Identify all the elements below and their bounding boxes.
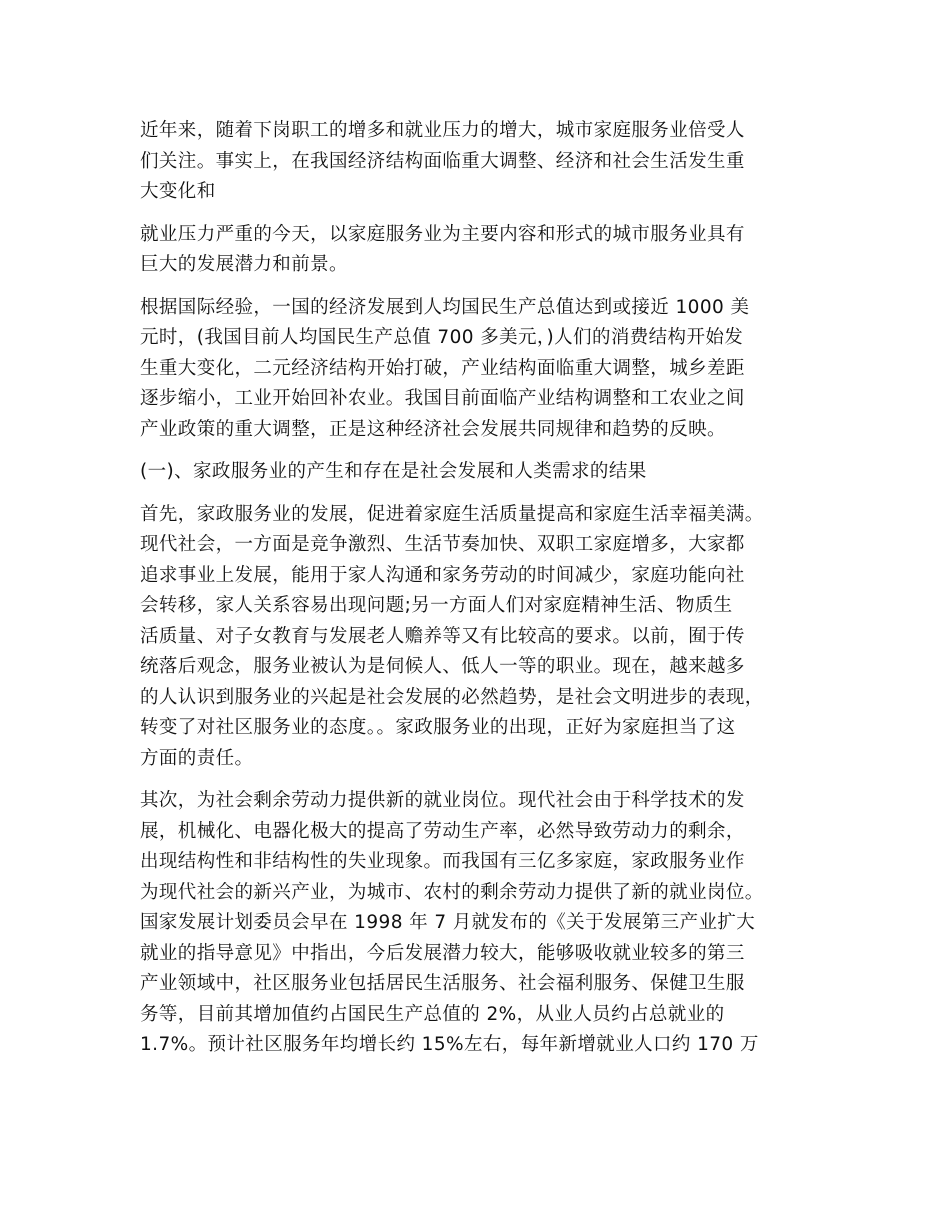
heading-line: (一)、家政服务业的产生和存在是社会发展和人类需求的结果 <box>140 461 647 482</box>
text-line: 大变化和 <box>140 181 216 202</box>
text-line: 就业压力严重的今天，以家庭服务业为主要内容和形式的城市服务业具有 <box>140 223 745 245</box>
text-line: 生重大变化，二元经济结构开始打破，产业结构面临重大调整，城乡差距 <box>140 357 745 379</box>
text-line: 逐步缩小，工业开始回补农业。我国目前面临产业结构调整和工农业之间 <box>140 388 745 409</box>
text-line: 的人认识到服务业的兴起是社会发展的必然趋势，是社会文明进步的表现， <box>140 686 764 708</box>
text-line: 现代社会，一方面是竞争激烈、生活节奏加快、双职工家庭增多，大家都 <box>140 534 745 555</box>
text-line: 就业的指导意见》中指出，今后发展潜力较大，能够吸收就业较多的第三 <box>140 942 745 964</box>
text-line: 近年来，随着下岗职工的增多和就业压力的增大，城市家庭服务业倍受人 <box>140 120 745 141</box>
text-line: 们关注。事实上，在我国经济结构面临重大调整、经济和社会生活发生重 <box>140 150 745 172</box>
text-line: 出现结构性和非结构性的失业现象。而我国有三亿多家庭，家政服务业作 <box>140 851 745 872</box>
text-line: 首先，家政服务业的发展，促进着家庭生活质量提高和家庭生活幸福美满。 <box>140 503 764 525</box>
text-line: 巨大的发展潜力和前景。 <box>140 254 348 275</box>
paragraph-prospect <box>140 220 830 281</box>
paragraph-second-point <box>140 786 830 1061</box>
text-line: 根据国际经验，一国的经济发展到人均国民生产总值达到或接近 1000 美 <box>140 296 750 318</box>
text-line: 追求事业上发展，能用于家人沟通和家务劳动的时间减少，家庭功能向社 <box>140 564 745 586</box>
text-line: 会转移，家人关系容易出现问题;另一方面人们对家庭精神生活、物质生 <box>140 595 733 616</box>
section-heading <box>140 457 830 488</box>
text-line: 务等，目前其增加值约占国民生产总值的 2%，从业人员约占总就业的 <box>140 1003 725 1025</box>
text-line: 展，机械化、电器化极大的提高了劳动生产率，必然导致劳动力的剩余， <box>140 820 745 842</box>
text-line: 其次，为社会剩余劳动力提供新的就业岗位。现代社会由于科学技术的发 <box>140 790 745 811</box>
paragraph-international-experience <box>140 293 830 446</box>
paragraph-intro <box>140 116 830 208</box>
text-line: 方面的责任。 <box>140 747 254 769</box>
text-line: 1.7%。预计社区服务年均增长约 15%左右，每年新增就业人口约 170 万 <box>140 1034 759 1055</box>
text-line: 转变了对社区服务业的态度。。家政服务业的出现，正好为家庭担当了这 <box>140 717 736 738</box>
text-line: 产业政策的重大调整，正是这种经济社会发展共同规律和趋势的反映。 <box>140 418 726 440</box>
paragraph-first-point <box>140 500 830 775</box>
text-line: 统落后观念，服务业被认为是伺候人、低人一等的职业。现在，越来越多 <box>140 656 745 677</box>
text-line: 元时，(我国目前人均国民生产总值 700 多美元，)人们的消费结构开始发 <box>140 327 744 348</box>
text-line: 产业领域中，社区服务业包括居民生活服务、社会福利服务、保健卫生服 <box>140 973 745 994</box>
text-line: 国家发展计划委员会早在 1998 年 7 月就发布的《关于发展第三产业扩大 <box>140 912 756 933</box>
text-line: 活质量、对子女教育与发展老人赡养等又有比较高的要求。以前，囿于传 <box>140 625 745 647</box>
text-line: 为现代社会的新兴产业，为城市、农村的剩余劳动力提供了新的就业岗位。 <box>140 881 764 903</box>
document-page <box>140 116 830 1073</box>
